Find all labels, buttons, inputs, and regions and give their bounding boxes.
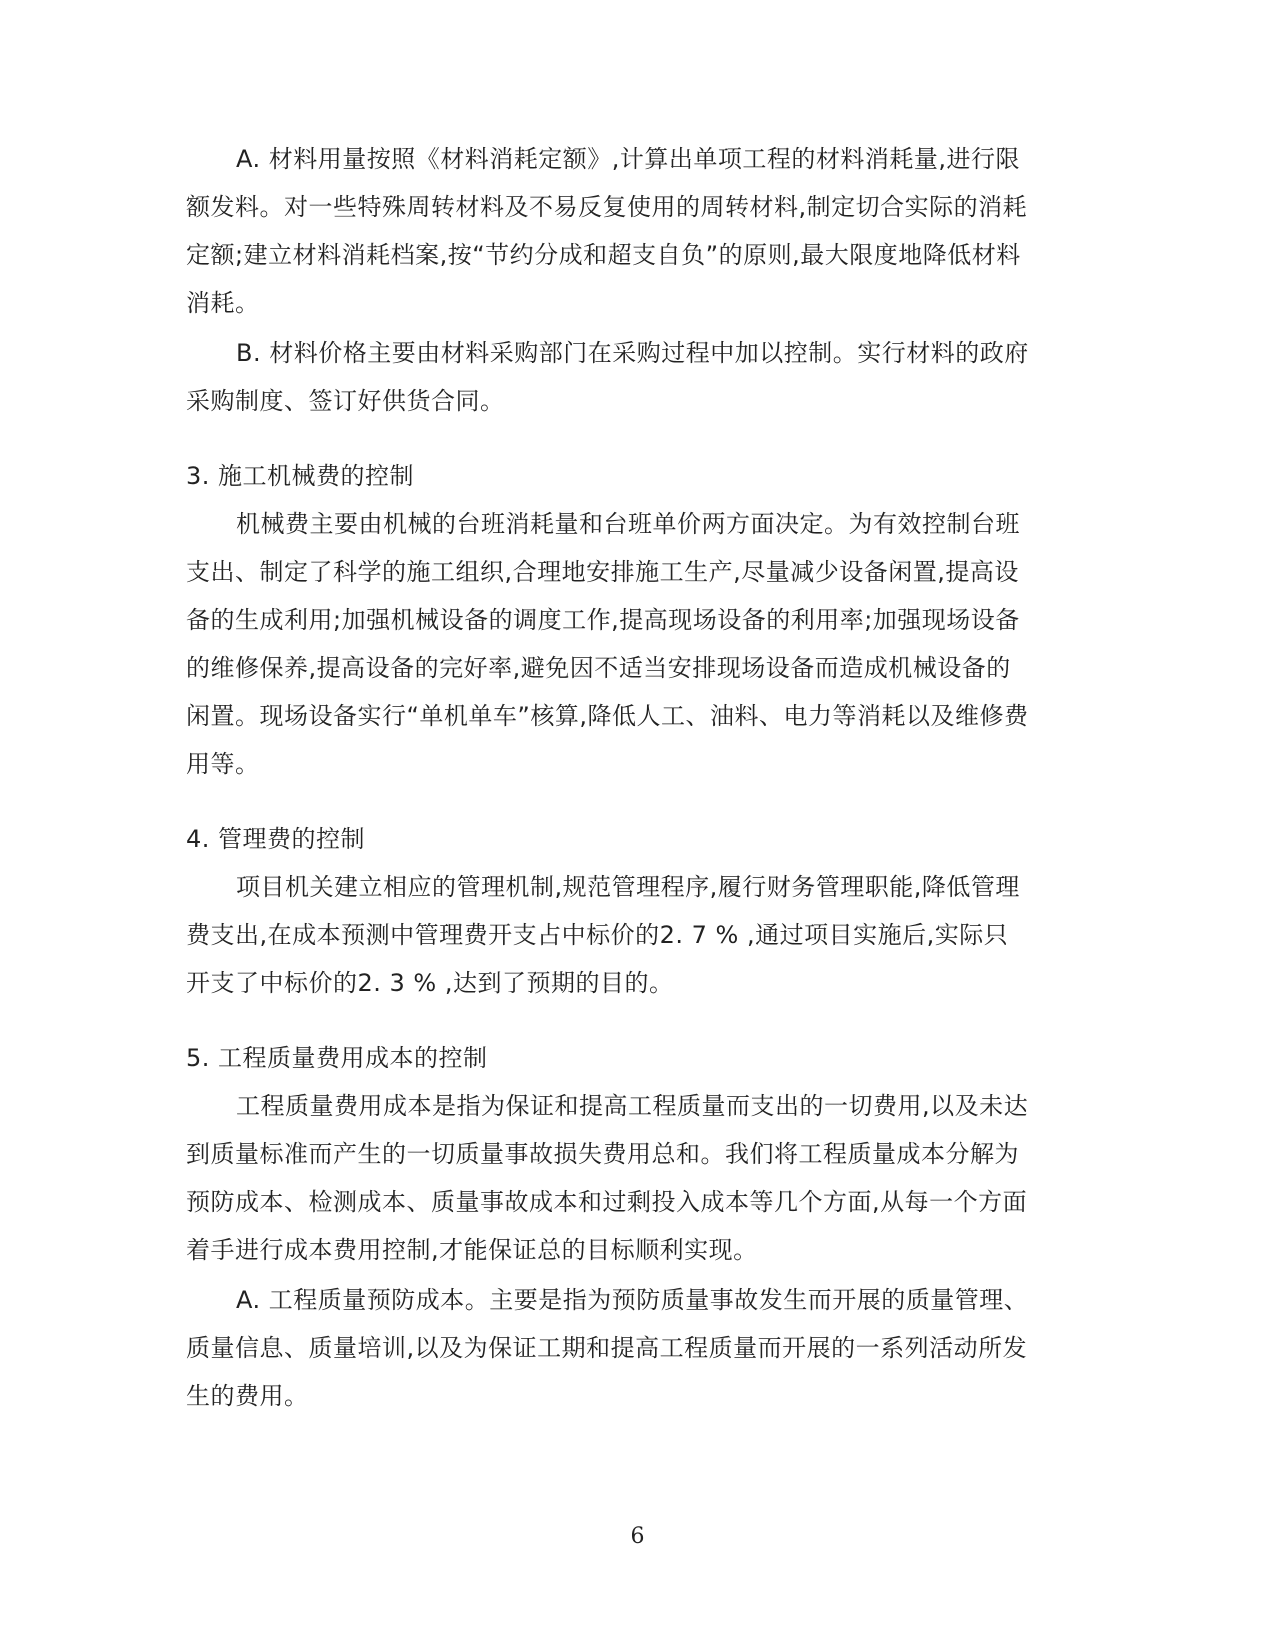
paragraph-machinery-line-1: 机械费主要由机械的台班消耗量和台班单价两方面决定。为有效控制台班	[236, 510, 1020, 538]
section-heading-4: 4. 管理费的控制	[186, 825, 366, 853]
page-number: 6	[630, 1524, 645, 1549]
paragraph-machinery-line-5: 闲置。现场设备实行“单机单车”核算,降低人工、油料、电力等消耗以及维修费	[186, 702, 1029, 730]
paragraph-machinery-line-2: 支出、制定了科学的施工组织,合理地安排施工生产,尽量减少设备闲置,提高设	[186, 558, 1019, 586]
paragraph-b-price-line-1: B. 材料价格主要由材料采购部门在采购过程中加以控制。实行材料的政府	[236, 339, 1029, 367]
paragraph-management-line-2: 费支出,在成本预测中管理费开支占中标价的2. 7 % ,通过项目实施后,实际只	[186, 921, 1009, 949]
paragraph-machinery-line-3: 备的生成利用;加强机械设备的调度工作,提高现场设备的利用率;加强现场设备	[186, 606, 1020, 634]
section-heading-5: 5. 工程质量费用成本的控制	[186, 1044, 488, 1072]
paragraph-quality-a-line-3: 生的费用。	[186, 1382, 309, 1410]
paragraph-quality-a-line-2: 质量信息、质量培训,以及为保证工期和提高工程质量而开展的一系列活动所发	[186, 1334, 1028, 1362]
paragraph-machinery-line-4: 的维修保养,提高设备的完好率,避免因不适当安排现场设备而造成机械设备的	[186, 654, 1011, 682]
section-heading-3: 3. 施工机械费的控制	[186, 462, 415, 490]
paragraph-quality-line-3: 预防成本、检测成本、质量事故成本和过剩投入成本等几个方面,从每一个方面	[186, 1188, 1028, 1216]
paragraph-quality-a-line-1: A. 工程质量预防成本。主要是指为预防质量事故发生而开展的质量管理、	[236, 1286, 1029, 1314]
paragraph-a-materials-line-4: 消耗。	[186, 289, 260, 317]
paragraph-quality-line-4: 着手进行成本费用控制,才能保证总的目标顺利实现。	[186, 1236, 758, 1264]
paragraph-a-materials-line-3: 定额;建立材料消耗档案,按“节约分成和超支自负”的原则,最大限度地降低材料	[186, 241, 1021, 269]
paragraph-management-line-3: 开支了中标价的2. 3 % ,达到了预期的目的。	[186, 969, 674, 997]
paragraph-quality-line-1: 工程质量费用成本是指为保证和提高工程质量而支出的一切费用,以及未达	[236, 1092, 1029, 1120]
paragraph-a-materials-line-1: A. 材料用量按照《材料消耗定额》,计算出单项工程的材料消耗量,进行限	[236, 145, 1021, 173]
paragraph-b-price-line-2: 采购制度、签订好供货合同。	[186, 387, 505, 415]
paragraph-machinery-line-6: 用等。	[186, 750, 260, 778]
paragraph-a-materials-line-2: 额发料。对一些特殊周转材料及不易反复使用的周转材料,制定切合实际的消耗	[186, 193, 1028, 221]
paragraph-management-line-1: 项目机关建立相应的管理机制,规范管理程序,履行财务管理职能,降低管理	[236, 873, 1020, 901]
paragraph-quality-line-2: 到质量标准而产生的一切质量事故损失费用总和。我们将工程质量成本分解为	[186, 1140, 1019, 1168]
